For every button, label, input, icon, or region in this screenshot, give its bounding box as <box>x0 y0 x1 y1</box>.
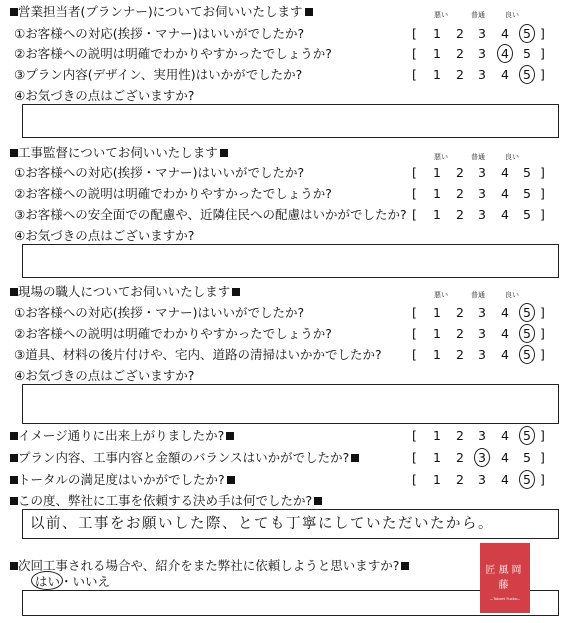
scale-option-1[interactable]: 1 <box>433 428 441 443</box>
rating-scale[interactable] <box>412 347 546 363</box>
scale-option-1[interactable]: 1 <box>433 26 441 41</box>
selected-rating-circle <box>519 324 535 343</box>
scale-bracket-close: ] <box>540 165 545 180</box>
selected-rating-circle <box>519 24 535 43</box>
scale-option-5[interactable]: 5 <box>523 165 531 180</box>
rating-scale[interactable] <box>412 165 546 181</box>
selected-rating-circle <box>519 470 535 489</box>
scale-bracket-open: [ <box>412 207 417 222</box>
sales-comment-box[interactable] <box>22 104 559 138</box>
scale-header-good: 良い <box>505 153 519 161</box>
scale-option-3[interactable]: 3 <box>478 165 486 180</box>
scale-option-5[interactable]: 5 <box>523 305 531 320</box>
scale-option-5[interactable]: 5 <box>523 67 531 82</box>
scale-bracket-close: ] <box>540 67 545 82</box>
scale-option-4[interactable]: 4 <box>501 305 509 320</box>
scale-bracket-open: [ <box>412 67 417 82</box>
scale-option-4[interactable]: 4 <box>501 207 509 222</box>
referral-separator: ・ <box>60 574 73 589</box>
scale-option-2[interactable]: 2 <box>456 26 464 41</box>
sales-q2: ②お客様への説明は明確でわかりやすかったでしょうか? <box>14 46 332 61</box>
scale-bracket-close: ] <box>540 305 545 320</box>
scale-option-3[interactable]: 3 <box>478 186 486 201</box>
logo-subtext: —Takumi Fuoka— <box>489 597 521 601</box>
scale-option-5[interactable]: 5 <box>523 207 531 222</box>
selected-rating-circle <box>519 426 535 445</box>
rating-scale[interactable] <box>412 26 546 42</box>
scale-option-1[interactable]: 1 <box>433 207 441 222</box>
company-logo <box>480 543 530 613</box>
scale-header-bad: 悪い <box>434 11 448 19</box>
scale-bracket-open: [ <box>412 450 417 465</box>
scale-bracket-open: [ <box>412 46 417 61</box>
supervisor-q4: ④お気づきの点はございますか? <box>14 228 195 243</box>
section-title-sales: 営業担当者(プランナー)についてお伺いいたします <box>10 4 313 19</box>
section-title-craftsmen: 現場の職人についてお伺いいたします <box>10 284 240 299</box>
scale-option-2[interactable]: 2 <box>456 67 464 82</box>
scale-option-1[interactable]: 1 <box>433 472 441 487</box>
scale-bracket-open: [ <box>412 186 417 201</box>
scale-option-3[interactable]: 3 <box>478 472 486 487</box>
scale-option-3[interactable]: 3 <box>478 26 486 41</box>
scale-option-4[interactable]: 4 <box>501 165 509 180</box>
scale-option-1[interactable]: 1 <box>433 347 441 362</box>
selected-rating-circle <box>474 448 490 467</box>
referral-yes-option[interactable]: はい <box>35 574 61 589</box>
scale-option-5[interactable]: 5 <box>523 326 531 341</box>
referral-no-option[interactable]: いいえ <box>72 574 111 589</box>
rating-scale[interactable] <box>412 186 546 202</box>
scale-option-2[interactable]: 2 <box>456 46 464 61</box>
scale-option-4[interactable]: 4 <box>501 67 509 82</box>
scale-bracket-close: ] <box>540 472 545 487</box>
overall-balance-question: プラン内容、工事内容と金額のバランスはいかがでしたか? <box>10 450 359 465</box>
scale-option-3[interactable]: 3 <box>478 450 486 465</box>
overall-image-question: イメージ通りに出来上がりましたか? <box>10 428 234 443</box>
scale-option-1[interactable]: 1 <box>433 165 441 180</box>
supervisor-q3: ③お客様への安全面での配慮や、近隣住民への配慮はいかがでしたか? <box>14 207 407 222</box>
craftsmen-q2: ②お客様への説明は明確でわかりやすかったでしょうか? <box>14 326 332 341</box>
scale-bracket-open: [ <box>412 347 417 362</box>
sales-q1: ①お客様への対応(挨拶・マナー)はいいがでしたか? <box>14 26 305 41</box>
scale-option-1[interactable]: 1 <box>433 186 441 201</box>
craftsmen-q3: ③道具、材料の後片付けや、宅内、道路の清掃はいかかでしたか? <box>14 347 382 362</box>
scale-option-3[interactable]: 3 <box>478 67 486 82</box>
scale-option-4[interactable]: 4 <box>501 472 509 487</box>
scale-bracket-open: [ <box>412 165 417 180</box>
scale-bracket-close: ] <box>540 207 545 222</box>
referral-title: 次回工事される場合や、紹介をまた弊社に依頼しようと思いますか? <box>10 558 409 573</box>
craftsmen-comment-box[interactable] <box>22 384 559 424</box>
scale-bracket-open: [ <box>412 326 417 341</box>
referral-comment-box[interactable] <box>22 590 559 616</box>
scale-option-1[interactable]: 1 <box>433 450 441 465</box>
scale-option-1[interactable]: 1 <box>433 326 441 341</box>
supervisor-comment-box[interactable] <box>22 244 559 278</box>
scale-option-5[interactable]: 5 <box>523 347 531 362</box>
rating-scale[interactable] <box>412 450 546 466</box>
scale-option-3[interactable]: 3 <box>478 46 486 61</box>
scale-bracket-close: ] <box>540 46 545 61</box>
scale-option-2[interactable]: 2 <box>456 165 464 180</box>
scale-option-4[interactable]: 4 <box>501 26 509 41</box>
scale-header-normal: 普通 <box>471 153 485 161</box>
scale-option-2[interactable]: 2 <box>456 428 464 443</box>
scale-bracket-open: [ <box>412 472 417 487</box>
scale-option-5[interactable]: 5 <box>523 46 531 61</box>
scale-bracket-close: ] <box>540 26 545 41</box>
scale-option-2[interactable]: 2 <box>456 472 464 487</box>
scale-option-2[interactable]: 2 <box>456 305 464 320</box>
selected-rating-circle <box>519 345 535 364</box>
craftsmen-q1: ①お客様への対応(挨拶・マナー)はいいがでしたか? <box>14 305 305 320</box>
scale-header-good: 良い <box>505 11 519 19</box>
decision-title: この度、弊社に工事を依頼する決め手は何でしたか? <box>10 493 322 508</box>
scale-header-normal: 普通 <box>471 11 485 19</box>
scale-bracket-open: [ <box>412 305 417 320</box>
scale-option-2[interactable]: 2 <box>456 326 464 341</box>
sales-q4: ④お気づきの点はございますか? <box>14 88 195 103</box>
scale-option-2[interactable]: 2 <box>456 347 464 362</box>
scale-option-1[interactable]: 1 <box>433 46 441 61</box>
rating-scale[interactable] <box>412 428 546 444</box>
scale-option-3[interactable]: 3 <box>478 326 486 341</box>
craftsmen-q4: ④お気づきの点はございますか? <box>14 368 195 383</box>
scale-option-4[interactable]: 4 <box>501 326 509 341</box>
scale-option-4[interactable]: 4 <box>501 428 509 443</box>
scale-option-2[interactable]: 2 <box>456 450 464 465</box>
scale-option-1[interactable]: 1 <box>433 305 441 320</box>
section-title-supervisor: 工事監督についてお伺いいたします <box>10 145 228 160</box>
scale-option-5[interactable]: 5 <box>523 472 531 487</box>
scale-option-5[interactable]: 5 <box>523 186 531 201</box>
overall-total-question: トータルの満足度はいかがでしたか? <box>10 472 235 487</box>
scale-bracket-close: ] <box>540 450 545 465</box>
scale-option-3[interactable]: 3 <box>478 347 486 362</box>
scale-option-4[interactable]: 4 <box>501 186 509 201</box>
scale-option-4[interactable]: 4 <box>501 347 509 362</box>
rating-scale[interactable] <box>412 472 546 488</box>
scale-bracket-close: ] <box>540 428 545 443</box>
referral-selected-circle <box>31 571 63 590</box>
rating-scale[interactable] <box>412 305 546 321</box>
scale-option-5[interactable]: 5 <box>523 428 531 443</box>
supervisor-q2: ②お客様への説明は明確でわかりやすかったでしょうか? <box>14 186 332 201</box>
scale-option-3[interactable]: 3 <box>478 207 486 222</box>
scale-header-bad: 悪い <box>434 153 448 161</box>
scale-bracket-close: ] <box>540 347 545 362</box>
scale-header-normal: 普通 <box>471 291 485 299</box>
scale-option-4[interactable]: 4 <box>501 450 509 465</box>
rating-scale[interactable] <box>412 207 546 223</box>
scale-option-3[interactable]: 3 <box>478 428 486 443</box>
scale-option-4[interactable]: 4 <box>501 46 509 61</box>
rating-scale[interactable] <box>412 326 546 342</box>
scale-header-bad: 悪い <box>434 291 448 299</box>
rating-scale[interactable] <box>412 46 546 62</box>
scale-bracket-open: [ <box>412 428 417 443</box>
decision-answer-text: 以前、工事をお願いした際、とても丁寧にしていただいたから。 <box>30 516 494 532</box>
scale-option-2[interactable]: 2 <box>456 186 464 201</box>
supervisor-q1: ①お客様への対応(挨拶・マナー)はいいがでしたか? <box>14 165 305 180</box>
selected-rating-circle <box>497 44 513 63</box>
logo-text: 匠風岡藤 <box>485 565 525 591</box>
scale-option-1[interactable]: 1 <box>433 67 441 82</box>
scale-bracket-close: ] <box>540 186 545 201</box>
scale-option-5[interactable]: 5 <box>523 450 531 465</box>
scale-option-5[interactable]: 5 <box>523 26 531 41</box>
scale-bracket-close: ] <box>540 326 545 341</box>
sales-q3: ③プラン内容(デザイン、実用性)はいかがでしたか? <box>14 67 303 82</box>
rating-scale[interactable] <box>412 67 546 83</box>
scale-bracket-open: [ <box>412 26 417 41</box>
scale-option-3[interactable]: 3 <box>478 305 486 320</box>
selected-rating-circle <box>519 303 535 322</box>
scale-option-2[interactable]: 2 <box>456 207 464 222</box>
scale-header-good: 良い <box>505 291 519 299</box>
selected-rating-circle <box>519 65 535 84</box>
